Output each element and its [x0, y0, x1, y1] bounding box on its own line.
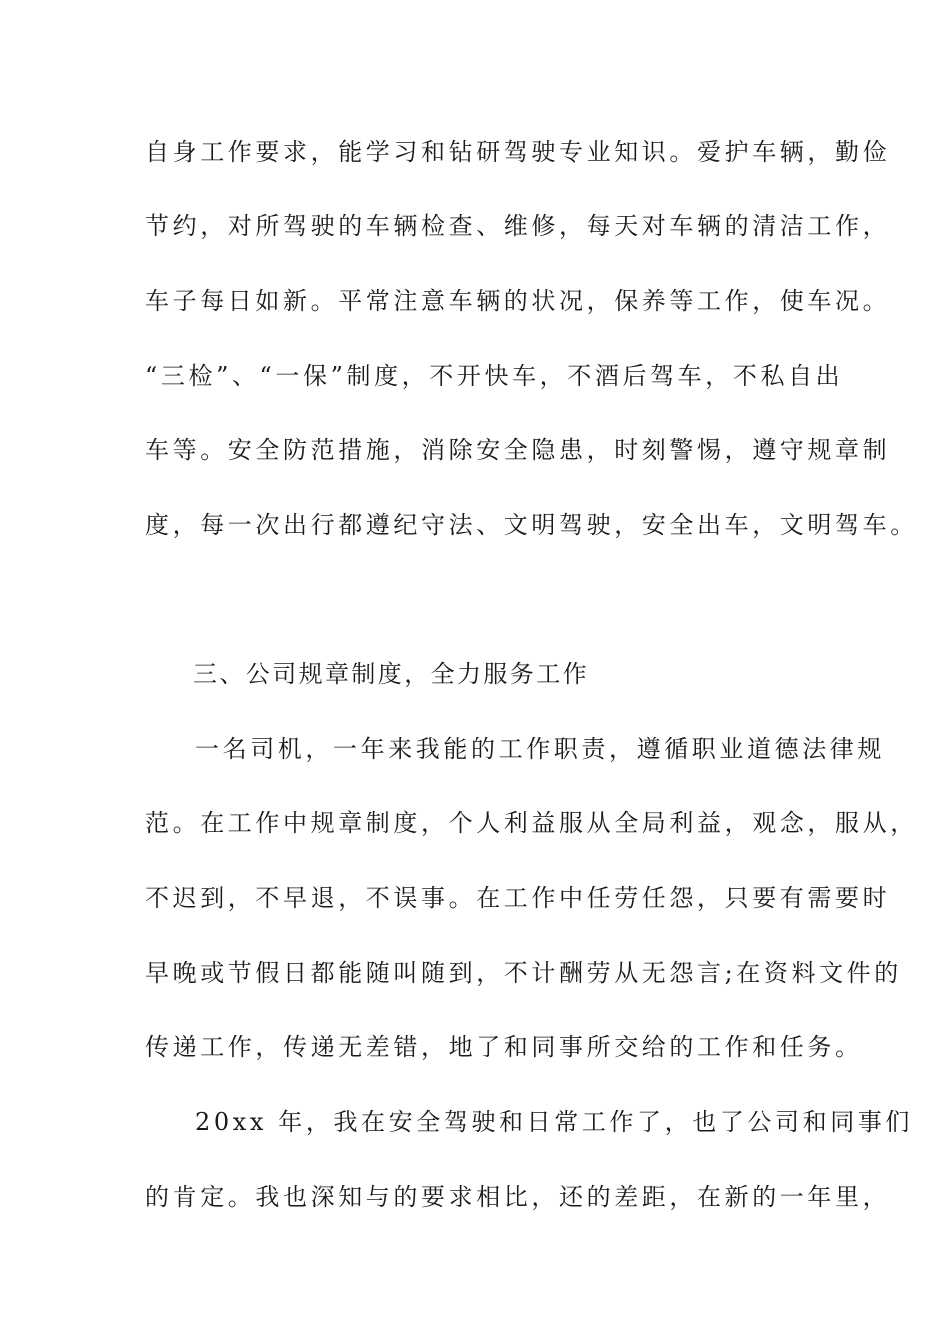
- paragraph-line-2: 节约，对所驾驶的车辆检查、维修，每天对车辆的清洁工作，: [145, 212, 891, 240]
- paragraph-line-11: 传递工作，传递无差错，地了和同事所交给的工作和任务。: [145, 1033, 863, 1061]
- paragraph-line-3: 车子每日如新。平常注意车辆的状况，保养等工作，使车况。: [145, 287, 891, 315]
- paragraph-line-7: 一名司机，一年来我能的工作职责，遵循职业道德法律规: [195, 735, 885, 763]
- paragraph-line-12: 20xx 年，我在安全驾驶和日常工作了，也了公司和同事们: [195, 1108, 914, 1136]
- paragraph-line-9: 不迟到，不早退，不误事。在工作中任劳任怨，只要有需要时: [145, 884, 891, 912]
- section-heading: 三、公司规章制度，全力服务工作: [193, 660, 589, 688]
- paragraph-line-1: 自身工作要求，能学习和钻研驾驶专业知识。爱护车辆，勤俭: [145, 138, 891, 166]
- paragraph-line-4: “三检”、“一保”制度，不开快车，不酒后驾车，不私自出: [145, 362, 844, 390]
- paragraph-line-5: 车等。安全防范措施，消除安全隐患，时刻警惕，遵守规章制: [145, 436, 891, 464]
- paragraph-line-6: 度，每一次出行都遵纪守法、文明驾驶，安全出车，文明驾车。: [145, 511, 918, 539]
- paragraph-line-13: 的肯定。我也深知与的要求相比，还的差距，在新的一年里，: [145, 1183, 891, 1211]
- paragraph-line-10: 早晚或节假日都能随叫随到，不计酬劳从无怨言;在资料文件的: [145, 959, 902, 987]
- paragraph-line-8: 范。在工作中规章制度，个人利益服从全局利益，观念，服从，: [145, 809, 918, 837]
